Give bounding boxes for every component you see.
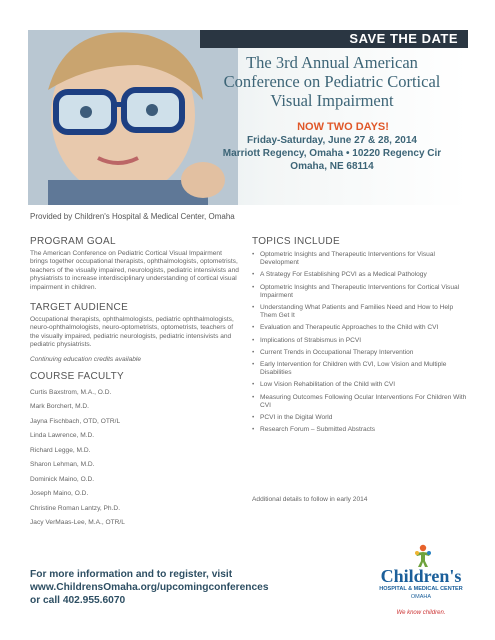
program-goal-heading: PROGRAM GOAL (30, 236, 116, 247)
title-line: The 3rd Annual American (246, 53, 418, 72)
registration-phone: or call 402.955.6070 (30, 595, 126, 606)
title-line: Conference on Pediatric Cortical (223, 72, 441, 91)
faculty-member: Dominick Maino, O.D. (30, 475, 95, 483)
registration-line: For more information and to register, visit (30, 569, 233, 580)
topic-item: • Understanding What Patients and Families Need and How to Help Them Get It (252, 304, 467, 320)
right-column (252, 236, 467, 438)
childrens-logo (366, 544, 476, 624)
program-goal-text: The American Conference on Pediatric Cortical Visual Impairment brings together occupational therapists, ophthalmologists, optometrists, teachers of the visually impaired, neurologists, pediatric intensivists and physiatrists to increase interdisciplinary understanding of cortical visual impairment in children. (30, 250, 239, 291)
child-figure-icon (413, 544, 433, 568)
now-two-days: NOW TWO DAYS! (297, 121, 389, 133)
conference-title (198, 53, 466, 110)
faculty-member: Joseph Maino, O.D. (30, 490, 89, 498)
topic-item: • Low Vision Rehabilitation of the Child with CVI (252, 381, 467, 389)
faculty-member: Jayna Fischbach, OTD, OTR/L (30, 417, 121, 425)
faculty-member: Mark Borchert, M.D. (30, 403, 89, 411)
topics-list (252, 251, 467, 434)
topic-item: • Research Forum – Submitted Abstracts (252, 426, 467, 434)
logo-city: OMAHA (410, 594, 432, 600)
additional-details: Additional details to follow in early 2014 (252, 496, 368, 503)
registration-info (30, 568, 269, 607)
faculty-member: Richard Legge, M.D. (30, 446, 91, 454)
logo-name: Children's (380, 566, 462, 586)
registration-url-link[interactable]: www.ChildrensOmaha.org/upcomingconferences (30, 582, 269, 593)
logo-subtitle: HOSPITAL & MEDICAL CENTER (379, 586, 463, 592)
topic-item: • Optometric Insights and Therapeutic Interventions for Visual Development (252, 251, 467, 267)
logo-tagline: We know children. (396, 610, 446, 616)
topic-item: • Measuring Outcomes Following Ocular Interventions For Children With CVI (252, 394, 467, 410)
faculty-member: Sharon Lehman, M.D. (30, 461, 95, 469)
course-faculty-heading: COURSE FACULTY (30, 370, 125, 382)
provided-by: Provided by Children's Hospital & Medical Center, Omaha (30, 212, 235, 221)
topic-item: • Optometric Insights and Therapeutic Interventions for Cortical Visual Impairment (252, 284, 467, 300)
faculty-member: Linda Lawrence, M.D. (30, 432, 95, 440)
topic-item: • PCVI in the Digital World (252, 414, 467, 422)
title-line: Visual Impairment (270, 91, 394, 110)
event-details (198, 134, 466, 173)
save-the-date-label: SAVE THE DATE (349, 31, 458, 46)
event-venue: Marriott Regency, Omaha • 10220 Regency Cir (222, 148, 442, 159)
topic-item: • Evaluation and Therapeutic Approaches to the Child with CVI (252, 324, 467, 332)
faculty-member: Jacy VerMaas-Lee, M.A., OTR/L (30, 519, 125, 527)
topic-item: • Current Trends in Occupational Therapy Intervention (252, 349, 467, 357)
topic-item: • Early Intervention for Children with CVI, Low Vision and Multiple Disabilities (252, 361, 467, 377)
target-audience-text: Occupational therapists, ophthalmologists, pediatric ophthalmologists, neuro-ophthalmologists, neuro-optometrists, optometrists, teachers of the visually impaired, pediatric neurologists, pediatric intensivists and pediatric physiatrists. (30, 316, 234, 349)
topic-item: • A Strategy For Establishing PCVI as a Medical Pathology (252, 271, 467, 279)
topics-heading: TOPICS INCLUDE (252, 236, 340, 247)
topic-item: • Implications of Strabismus in PCVI (252, 337, 467, 345)
faculty-member: Curtis Baxstrom, M.A., O.D. (30, 388, 112, 396)
credits-note: Continuing education credits available (30, 355, 142, 363)
target-audience-heading: TARGET AUDIENCE (30, 302, 129, 314)
faculty-list (30, 386, 240, 531)
faculty-member: Christine Roman Lantzy, Ph.D. (30, 504, 121, 512)
event-city: Omaha, NE 68114 (290, 161, 374, 172)
event-date: Friday-Saturday, June 27 & 28, 2014 (247, 135, 417, 146)
save-the-date-bar (200, 30, 468, 48)
left-column (30, 236, 240, 531)
